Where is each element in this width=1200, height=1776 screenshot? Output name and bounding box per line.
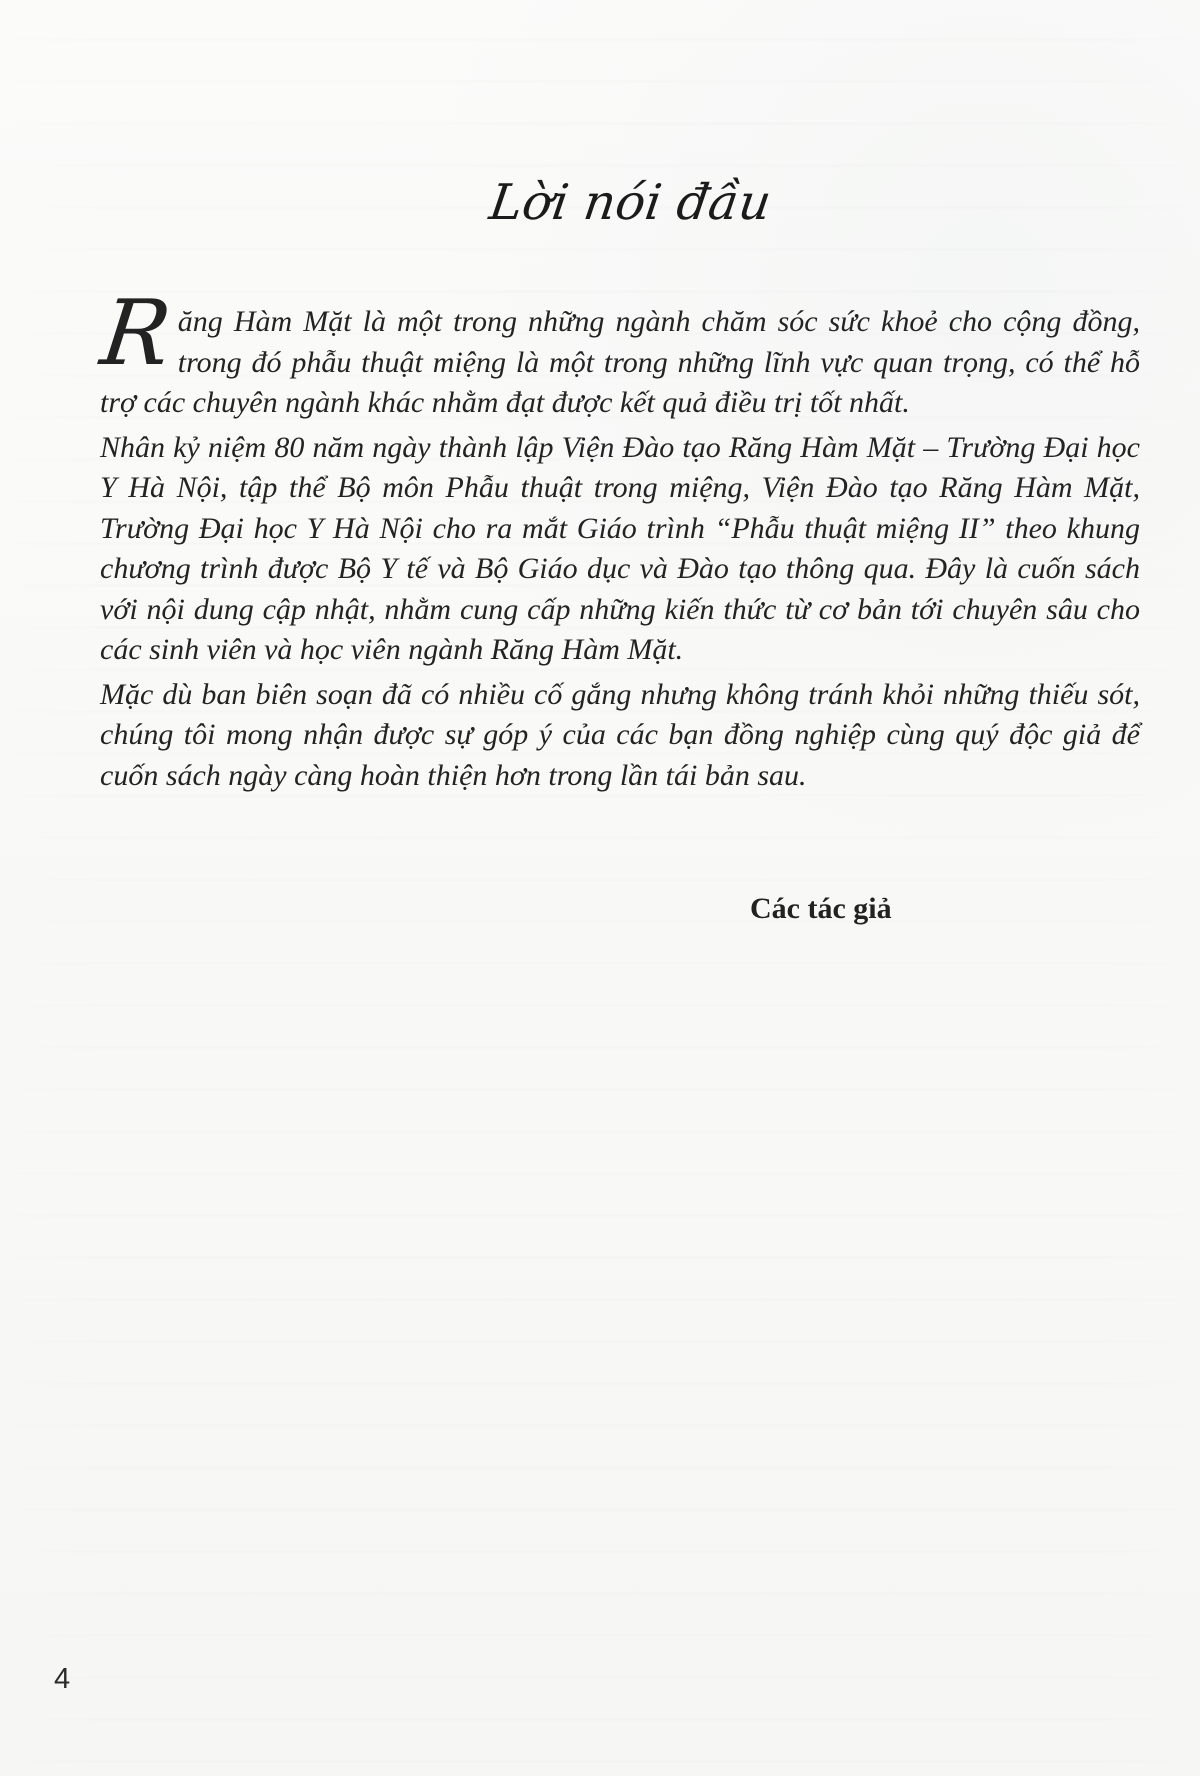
page-title: Lời nói đầu xyxy=(486,174,775,231)
anniversary-paragraph: Nhân kỷ niệm 80 năm ngày thành lập Viện Đào tạo Răng Hàm Mặt – Trường Đại học Y Hà Nội, tập thể Bộ môn Phẫu thuật trong miệng, Viện Đào tạo Răng Hàm Mặt, Trường Đại học Y Hà Nội cho ra mắt Giáo trình “Phẫu thuật miệng II” theo khung chương trình được Bộ Y tế và Bộ Giáo dục và Đào tạo thông qua. Đây là cuốn sách với nội dung cập nhật, nhằm cung cấp những kiến thức từ cơ bản tới chuyên sâu cho các sinh viên và học viên ngành Răng Hàm Mặt. xyxy=(100,430,1140,666)
intro-paragraph-text: ăng Hàm Mặt là một trong những ngành chăm sóc sức khoẻ cho cộng đồng, trong đó phẫu thuật miệng là một trong những lĩnh vực quan trọng, có thể hỗ trợ các chuyên ngành khác nhằm đạt được kết quả điều trị tốt nhất. xyxy=(100,305,1140,419)
author-signature: Các tác giả xyxy=(750,892,892,925)
page-number: 4 xyxy=(54,1663,71,1695)
intro-paragraph xyxy=(95,281,1140,424)
preface-body xyxy=(95,281,1140,796)
feedback-paragraph: Mặc dù ban biên soạn đã có nhiều cố gắng nhưng không tránh khỏi những thiếu sót, chúng tôi mong nhận được sự góp ý của các bạn đồng nghiệp cùng quý độc giả để cuốn sách ngày càng hoàn thiện hơn trong lần tái bản sau. xyxy=(100,677,1140,792)
drop-cap-letter: R xyxy=(95,281,177,386)
